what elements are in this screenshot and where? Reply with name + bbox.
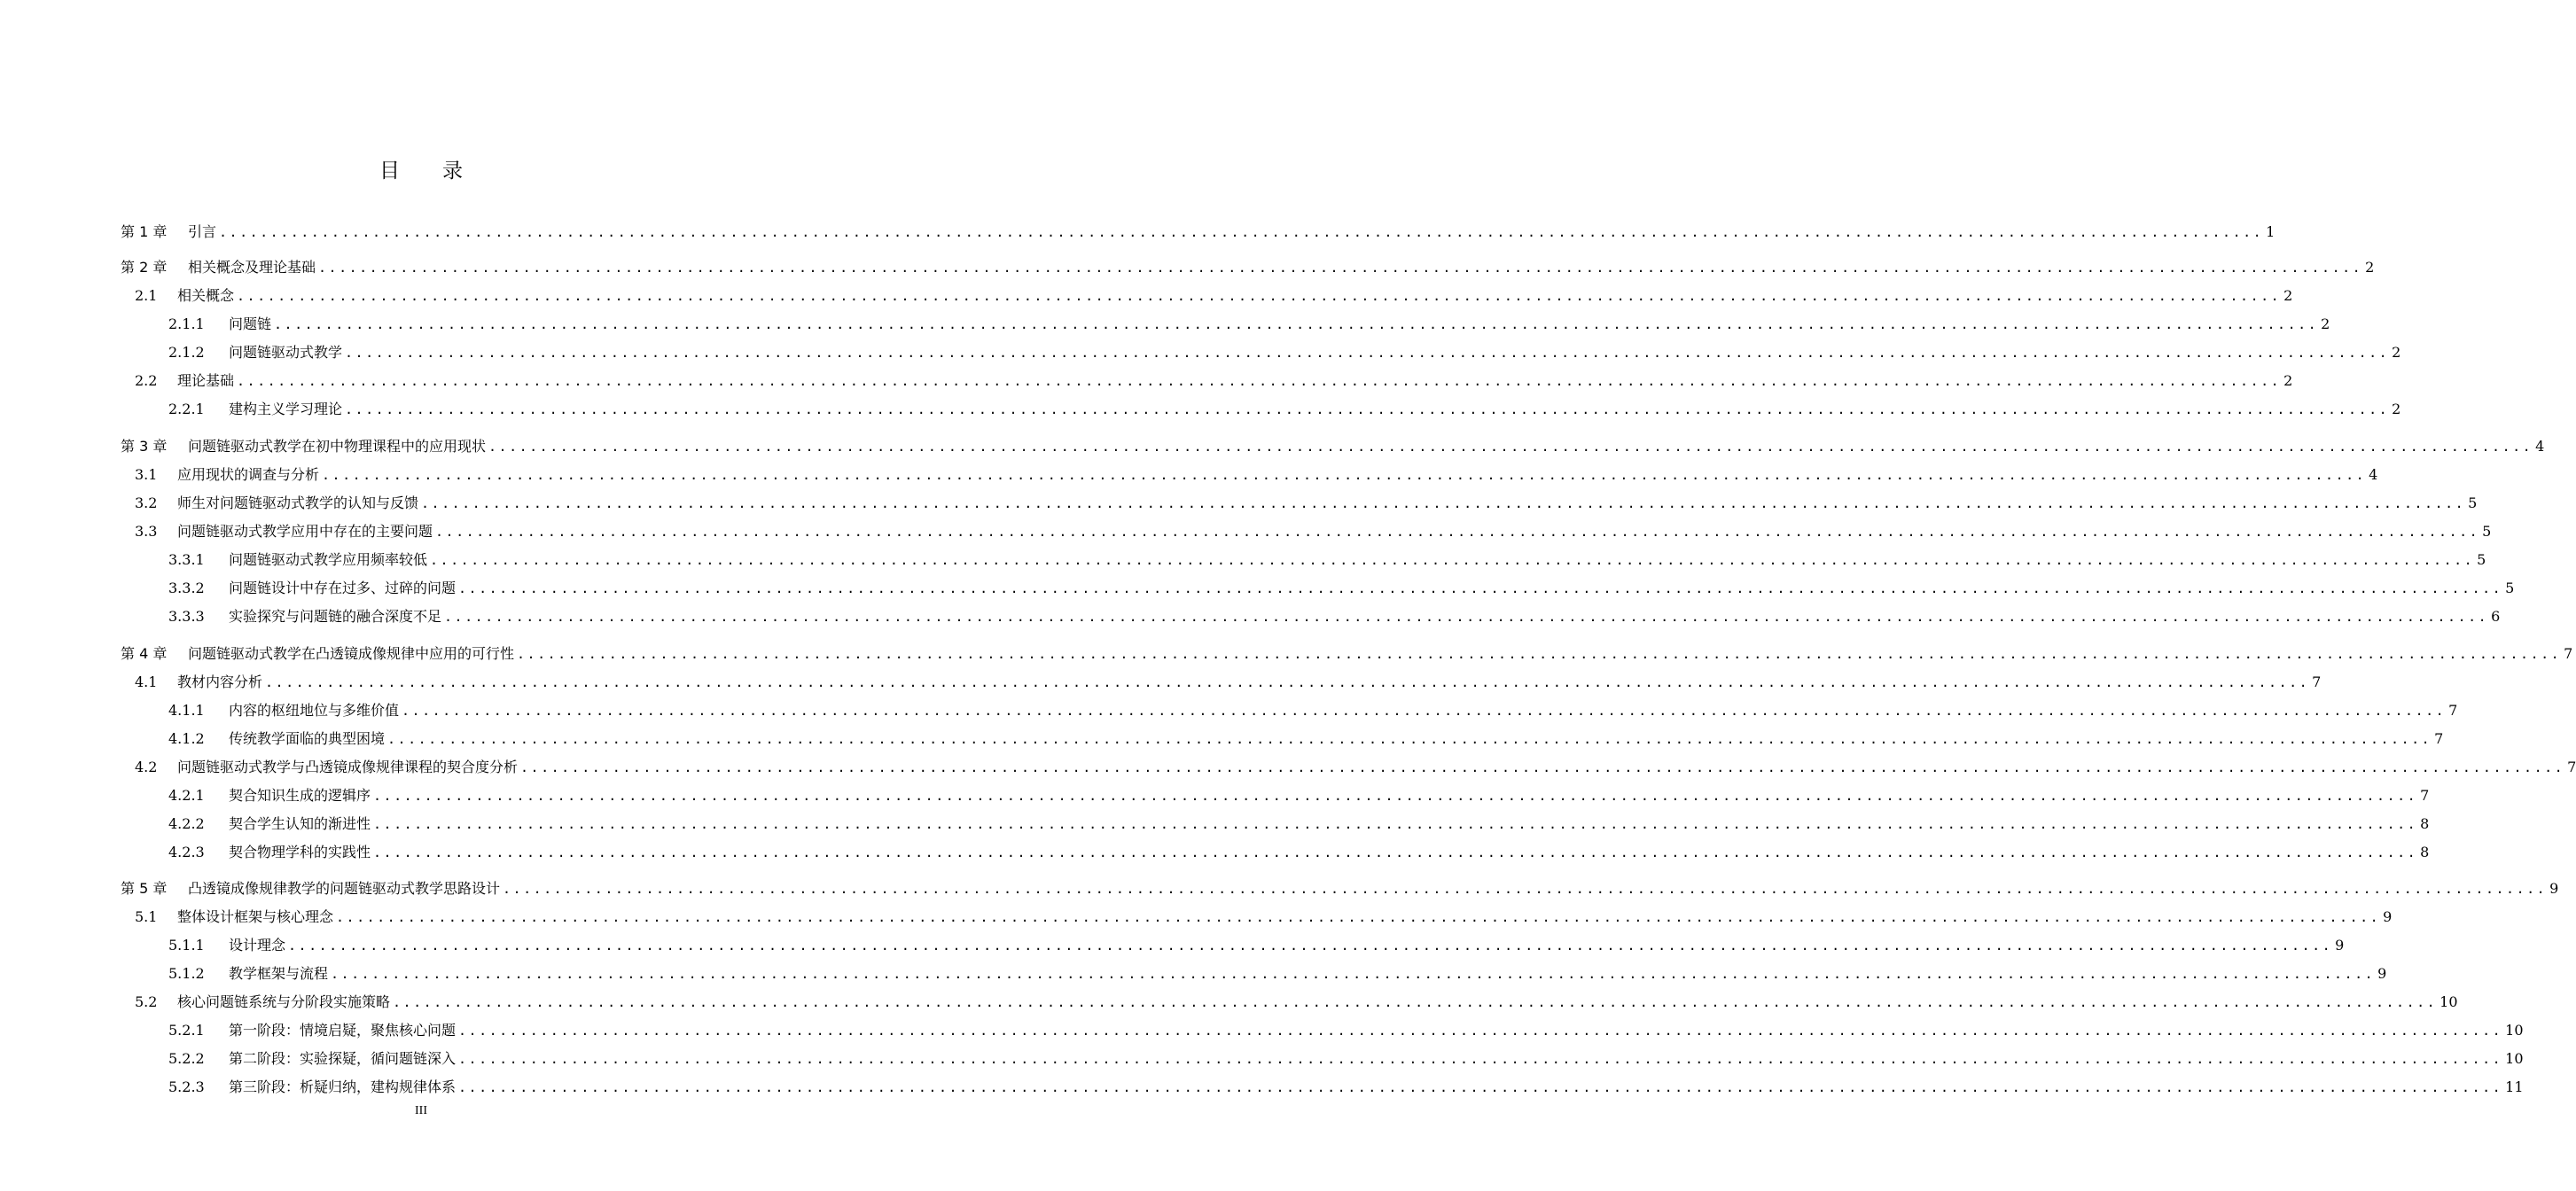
toc-entry-title: 教学框架与流程 [229, 965, 329, 982]
toc-entry [121, 642, 2573, 663]
toc-dot-leader: ........................................................................................................................................................................................................ [322, 467, 2367, 483]
toc-entry [121, 220, 2275, 241]
toc-entry-number: 5.2 [135, 993, 158, 1010]
toc-entry-title: 第二阶段：实验探疑，循问题链深入 [229, 1050, 457, 1067]
toc-entry-label [121, 223, 216, 241]
toc-entry-number: 2.1 [135, 287, 158, 304]
toc-entry-label [168, 580, 456, 597]
toc-entry-number: 4.1.2 [168, 730, 205, 747]
toc-entry-number: 3.2 [135, 494, 158, 511]
toc-entry-page: 8 [2420, 844, 2430, 860]
toc-entry-number: 3.3 [135, 523, 158, 540]
toc-dot-leader: ........................................................................................................................................................................................................ [488, 439, 2533, 455]
toc-entry-title: 引言 [188, 223, 217, 240]
toc-dot-leader: ........................................................................................................................................................................................................ [345, 345, 2390, 361]
toc-entry-number: 第 4 章 [121, 645, 168, 662]
toc-entry-label [121, 880, 500, 898]
page-number: III [415, 1104, 427, 1117]
toc-entry [121, 876, 2559, 898]
toc-entry-page: 2 [2283, 372, 2293, 389]
toc-entry-number: 4.2.2 [168, 815, 205, 832]
toc-entry-label [168, 730, 385, 748]
toc-entry-number: 2.2.1 [168, 401, 205, 417]
toc-dot-leader: ........................................................................................................................................................................................................ [458, 1051, 2503, 1067]
page-title: 目录 [379, 160, 505, 183]
toc-entry [135, 670, 2322, 691]
toc-entry-label [168, 344, 342, 362]
toc-entry-page: 11 [2505, 1078, 2524, 1095]
toc-entry-title: 建构主义学习理论 [229, 401, 343, 417]
toc-dot-leader: ........................................................................................................................................................................................................ [237, 288, 2282, 304]
toc-entry-page: 2 [2321, 315, 2330, 332]
toc-entry-page: 2 [2392, 401, 2401, 417]
toc-entry-page: 7 [2567, 759, 2576, 775]
toc-dot-leader: ........................................................................................................................................................................................................ [435, 524, 2480, 540]
toc-entry-number: 2.1.1 [168, 315, 205, 332]
toc-entry-number: 3.1 [135, 466, 158, 483]
toc-entry-label [168, 1078, 456, 1096]
toc-dot-leader: ........................................................................................................................................................................................................ [336, 909, 2381, 925]
toc-entry-title: 问题链驱动式教学应用频率较低 [229, 551, 428, 568]
toc-entry [168, 727, 2444, 748]
toc-entry-page: 2 [2365, 259, 2375, 276]
toc-dot-leader: ........................................................................................................................................................................................................ [288, 938, 2333, 954]
toc-entry-label [168, 315, 271, 333]
toc-entry-page: 1 [2266, 223, 2275, 240]
toc-entry-page: 9 [2383, 908, 2393, 925]
toc-entry-page: 9 [2549, 880, 2559, 897]
toc-entry-page: 8 [2420, 815, 2430, 832]
toc-entry-page: 7 [2420, 787, 2430, 804]
toc-entry-number: 第 1 章 [121, 223, 168, 240]
toc-entry-title: 第一阶段：情境启疑，聚焦核心问题 [229, 1022, 457, 1039]
toc-entry-title: 问题链 [229, 315, 272, 332]
toc-entry-title: 问题链驱动式教学与凸透镜成像规律课程的契合度分析 [177, 759, 519, 775]
toc-entry-title: 整体设计框架与核心理念 [177, 908, 334, 925]
toc-entry [135, 755, 2576, 776]
toc-entry-page: 5 [2477, 551, 2486, 568]
toc-entry-title: 内容的枢纽地位与多维价值 [229, 702, 400, 719]
toc-dot-leader: ........................................................................................................................................................................................................ [421, 495, 2466, 511]
toc-entry-page: 4 [2369, 466, 2378, 483]
toc-entry [168, 783, 2430, 805]
toc-entry-number: 5.2.1 [168, 1022, 205, 1039]
toc-dot-leader: ........................................................................................................................................................................................................ [265, 674, 2310, 690]
toc-entry-label [168, 608, 441, 626]
toc-entry-page: 7 [2448, 702, 2458, 719]
toc-entry-page: 10 [2439, 993, 2458, 1010]
toc-entry-page: 9 [2335, 937, 2345, 954]
toc-entry [135, 463, 2378, 484]
toc-entry-title: 师生对问题链驱动式教学的认知与反馈 [177, 494, 419, 511]
toc-entry-label [121, 645, 514, 663]
toc-entry-page: 7 [2564, 645, 2573, 662]
toc-entry [168, 840, 2430, 861]
toc-entry [135, 519, 2492, 541]
toc-entry [168, 548, 2486, 569]
toc-entry-number: 4.1.1 [168, 702, 205, 719]
toc-entry-number: 3.3.3 [168, 608, 205, 625]
toc-entry-title: 教材内容分析 [177, 673, 263, 690]
toc-entry-number: 3.3.1 [168, 551, 205, 568]
toc-entry [168, 1018, 2524, 1039]
toc-dot-leader: ........................................................................................................................................................................................................ [373, 816, 2418, 832]
toc-entry [135, 491, 2478, 512]
toc-entry-page: 9 [2377, 965, 2387, 982]
toc-entry-label [168, 787, 371, 805]
toc-dot-leader: ........................................................................................................................................................................................................ [517, 646, 2562, 662]
toc-entry-number: 2.1.2 [168, 344, 205, 361]
toc-entry-label [168, 702, 399, 720]
toc-entry [168, 1075, 2524, 1096]
toc-entry-number: 3.3.2 [168, 580, 205, 596]
toc-dot-leader: ........................................................................................................................................................................................................ [402, 703, 2447, 719]
toc-dot-leader: ........................................................................................................................................................................................................ [387, 731, 2432, 747]
toc-entry-label [135, 466, 319, 484]
toc-entry-title: 问题链驱动式教学应用中存在的主要问题 [177, 523, 433, 540]
toc-entry-page: 7 [2312, 673, 2322, 690]
toc-entry-page: 7 [2434, 730, 2444, 747]
toc-entry-number: 第 2 章 [121, 259, 168, 276]
toc-dot-leader: ........................................................................................................................................................................................................ [237, 373, 2282, 389]
toc-entry-title: 契合学生认知的渐进性 [229, 815, 371, 832]
toc-entry-title: 契合知识生成的逻辑序 [229, 787, 371, 804]
toc-entry [168, 340, 2401, 362]
toc-entry-page: 10 [2505, 1050, 2524, 1067]
toc-entry-page: 5 [2482, 523, 2492, 540]
toc-entry-page: 5 [2505, 580, 2515, 596]
toc-entry-label [168, 965, 328, 983]
toc-dot-leader: ........................................................................................................................................................................................................ [373, 788, 2418, 804]
toc-entry-label [168, 551, 427, 569]
toc-entry-title: 问题链驱动式教学 [229, 344, 343, 361]
toc-dot-leader: ........................................................................................................................................................................................................ [373, 845, 2418, 860]
toc-entry [168, 812, 2430, 833]
toc-entry-title: 契合物理学科的实践性 [229, 844, 371, 860]
toc-entry-label [135, 993, 390, 1011]
toc-entry-label [168, 844, 371, 861]
toc-entry-title: 应用现状的调查与分析 [177, 466, 320, 483]
toc-entry-title: 核心问题链系统与分阶段实施策略 [177, 993, 391, 1010]
toc-entry-label [135, 287, 234, 305]
toc-entry-number: 5.2.2 [168, 1050, 205, 1067]
toc-entry [168, 312, 2330, 333]
toc-entry [135, 990, 2458, 1011]
toc-dot-leader: ........................................................................................................................................................................................................ [345, 401, 2390, 417]
toc-entry-title: 问题链驱动式教学在凸透镜成像规律中应用的可行性 [188, 645, 515, 662]
toc-dot-leader: ........................................................................................................................................................................................................ [520, 759, 2565, 775]
toc-dot-leader: ........................................................................................................................................................................................................ [458, 1079, 2503, 1095]
toc-entry-label [135, 908, 333, 926]
toc-entry-number: 4.2.1 [168, 787, 205, 804]
toc-dot-leader: ........................................................................................................................................................................................................ [331, 966, 2376, 982]
toc-entry-label [168, 937, 285, 954]
toc-dot-leader: ........................................................................................................................................................................................................ [393, 994, 2438, 1010]
toc-entry-title: 第三阶段：析疑归纳，建构规律体系 [229, 1078, 457, 1095]
toc-entry [135, 905, 2393, 926]
toc-entry-title: 设计理念 [229, 937, 286, 954]
toc-entry-label [121, 438, 486, 455]
toc-dot-leader: ........................................................................................................................................................................................................ [444, 609, 2489, 625]
toc-entry-number: 4.1 [135, 673, 158, 690]
toc-entry-number: 2.2 [135, 372, 158, 389]
toc-entry-title: 传统教学面临的典型困境 [229, 730, 386, 747]
toc-entry [168, 961, 2387, 983]
toc-entry-page: 2 [2283, 287, 2293, 304]
toc-dot-leader: ........................................................................................................................................................................................................ [219, 224, 2264, 240]
toc-dot-leader: ........................................................................................................................................................................................................ [274, 316, 2319, 332]
toc-dot-leader: ........................................................................................................................................................................................................ [503, 881, 2548, 897]
toc-entry-page: 10 [2505, 1022, 2524, 1039]
toc-entry-label [135, 673, 262, 691]
toc-dot-leader: ........................................................................................................................................................................................................ [318, 260, 2363, 276]
toc-dot-leader: ........................................................................................................................................................................................................ [458, 1023, 2503, 1039]
toc-entry-page: 6 [2491, 608, 2501, 625]
toc-entry-number: 4.2 [135, 759, 158, 775]
toc-entry-number: 5.1 [135, 908, 158, 925]
toc-entry [121, 434, 2545, 455]
toc-entry-number: 5.1.2 [168, 965, 205, 982]
toc-dot-leader: ........................................................................................................................................................................................................ [430, 552, 2475, 568]
toc-entry [135, 284, 2293, 305]
toc-entry-page: 4 [2535, 438, 2545, 455]
toc-entry [121, 255, 2375, 276]
toc-entry-page: 2 [2392, 344, 2401, 361]
toc-entry-title: 实验探究与问题链的融合深度不足 [229, 608, 442, 625]
toc-entry [168, 604, 2501, 626]
toc-entry [168, 1047, 2524, 1068]
toc-entry-title: 相关概念及理论基础 [188, 259, 316, 276]
toc-entry-page: 5 [2468, 494, 2478, 511]
toc-entry-label [135, 494, 418, 512]
toc-entry [168, 933, 2345, 954]
toc-entry [168, 576, 2515, 597]
toc-entry-title: 问题链设计中存在过多、过碎的问题 [229, 580, 457, 596]
toc-entry-number: 第 5 章 [121, 880, 168, 897]
toc-entry-title: 相关概念 [177, 287, 235, 304]
toc-entry-number: 4.2.3 [168, 844, 205, 860]
toc-dot-leader: ........................................................................................................................................................................................................ [458, 580, 2503, 596]
toc-entry-label [168, 1022, 456, 1039]
toc-entry [168, 397, 2401, 418]
toc-entry-number: 5.2.3 [168, 1078, 205, 1095]
toc-entry-title: 理论基础 [177, 372, 235, 389]
toc-entry-number: 5.1.1 [168, 937, 205, 954]
toc-entry [168, 698, 2458, 720]
toc-entry-label [135, 759, 518, 776]
toc-entry-label [168, 401, 342, 418]
toc-entry-title: 问题链驱动式教学在初中物理课程中的应用现状 [188, 438, 487, 455]
toc-entry-label [168, 1050, 456, 1068]
toc-entry-label [168, 815, 371, 833]
toc-entry [135, 369, 2293, 390]
toc-entry-label [135, 372, 234, 390]
toc-entry-label [121, 259, 316, 276]
toc-entry-title: 凸透镜成像规律教学的问题链驱动式教学思路设计 [188, 880, 501, 897]
toc-entry-label [135, 523, 433, 541]
toc-entry-number: 第 3 章 [121, 438, 168, 455]
